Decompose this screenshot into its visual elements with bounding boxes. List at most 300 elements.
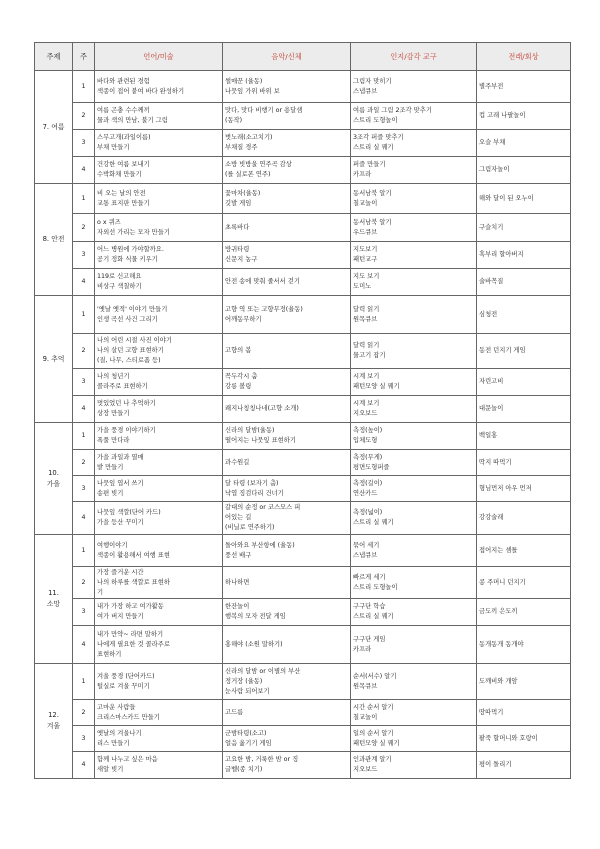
cell-line: 스트리 실 꿰기 [353, 613, 394, 620]
language-art-cell [95, 157, 223, 184]
cell-line: 평이 돌리기 [479, 761, 512, 768]
week-number: 2 [73, 700, 95, 726]
music-body-cell [223, 157, 351, 184]
cell-line: 갈대의 순정 or 코스모스 피 [225, 504, 301, 511]
traditional-cell [477, 476, 571, 502]
cell-line: 구슬치기 [479, 223, 504, 231]
cell-line: 부채 만들기 [97, 144, 130, 151]
cell-line: o x 퀴즈 [97, 218, 121, 226]
cognitive-tools-cell [351, 567, 477, 599]
cell-line: 가을 풍경 이야기하기 [97, 427, 156, 434]
music-body-cell [223, 700, 351, 726]
theme-label: 7. 여름 [42, 122, 65, 131]
cell-line: 구구단 게임 [353, 635, 386, 643]
music-body-cell [223, 214, 351, 242]
cell-line: 카프라 [353, 645, 372, 653]
cell-line: 지도 보기 [353, 273, 380, 280]
language-art-cell [95, 214, 223, 242]
music-body-cell [223, 242, 351, 269]
cell-line: 나에게 필요한 것 콜라주로 [97, 640, 170, 648]
traditional-cell [477, 242, 571, 269]
cell-line: 지오보드 [353, 766, 378, 773]
cell-line: 측정(무게) [353, 453, 383, 461]
language-art-cell [95, 130, 223, 157]
traditional-cell [477, 396, 571, 423]
cell-line: 별주부전 [479, 82, 504, 90]
cell-line: 스트리 실 꿰기 [353, 519, 394, 526]
cell-line: 과수원길 [225, 458, 250, 466]
cell-line: 방귀타령 [225, 246, 250, 253]
table-row [35, 599, 571, 626]
cell-line: 리스 만들기 [97, 739, 130, 747]
cell-line: 나의 하루를 색깔로 표현하 [97, 578, 170, 586]
theme-label: 가을 [46, 479, 61, 488]
cell-line: 신라의 달밤 or 이별의 부산 [225, 667, 301, 675]
cognitive-tools-cell [351, 726, 477, 752]
cell-line: 기 [97, 588, 104, 596]
cell-line: 가을 과일과 열매 [97, 453, 144, 461]
traditional-cell [477, 599, 571, 626]
theme-cell [35, 296, 73, 423]
cell-line: 칠교놀이 [353, 199, 378, 207]
cognitive-tools-cell [351, 157, 477, 184]
cell-line: 하나하면 [225, 578, 250, 586]
music-body-cell [223, 752, 351, 779]
cell-line: 측정(길이) [353, 479, 383, 487]
table-row [35, 476, 571, 502]
language-art-cell [95, 450, 223, 476]
traditional-cell [477, 130, 571, 157]
cell-line: 표현하기 [97, 650, 122, 658]
week-number: 2 [73, 103, 95, 130]
cell-line: 나의 청년기 [97, 373, 130, 380]
traditional-cell [477, 450, 571, 476]
cognitive-tools-cell [351, 269, 477, 296]
language-art-cell [95, 423, 223, 450]
theme-label: 10. [48, 468, 59, 477]
music-body-cell [223, 396, 351, 423]
music-body-cell [223, 726, 351, 752]
cell-line: 동전 던지기 게임 [479, 347, 526, 354]
table-row [35, 726, 571, 752]
cell-line: 맛다, 맛다 비행기 or 용달샘 [225, 107, 303, 114]
cell-line: 스무고개(과일이름) [97, 134, 151, 141]
week-number: 4 [73, 157, 95, 184]
cell-line: 고향 역 또는 고향무정(율동) [225, 305, 303, 313]
cell-line: 인과관계 알기 [353, 756, 392, 763]
language-art-cell [95, 664, 223, 700]
language-art-cell [95, 242, 223, 269]
language-art-cell [95, 626, 223, 664]
cognitive-tools-cell [351, 450, 477, 476]
cell-line: 송편 빚기 [97, 489, 124, 497]
music-body-cell [223, 103, 351, 130]
cell-line: 벗노래(소고치기) [225, 134, 273, 141]
traditional-cell [477, 423, 571, 450]
language-art-cell [95, 184, 223, 214]
cognitive-tools-cell [351, 334, 477, 369]
traditional-cell [477, 502, 571, 535]
theme-cell [35, 423, 73, 535]
traditional-cell [477, 214, 571, 242]
traditional-cell [477, 269, 571, 296]
week-number: 1 [73, 71, 95, 103]
cell-line: 동개동개 동개야 [479, 640, 524, 648]
cell-line: 백일홍 [479, 432, 498, 439]
cell-line: 구구단 학습 [353, 603, 386, 610]
language-art-cell [95, 269, 223, 296]
cell-line: 물과 색의 만남, 불기 그림 [97, 117, 168, 124]
week-number: 1 [73, 535, 95, 567]
language-art-cell [95, 567, 223, 599]
cell-line: 칠교놀이 [353, 713, 378, 721]
cell-line: 여행이야기 [97, 541, 128, 549]
cell-line: 지오보드 [353, 410, 378, 417]
music-body-cell [223, 423, 351, 450]
cell-line: 심청전 [479, 310, 498, 318]
cell-line: 여름 곤충 수수께끼 [97, 107, 150, 114]
cell-line: 정거장 (율동) [225, 677, 263, 685]
cell-line: 나뭇잎 색깔(단어 카드) [97, 509, 161, 516]
language-art-cell [95, 535, 223, 567]
traditional-cell [477, 726, 571, 752]
header-week: 주 [73, 43, 95, 71]
cell-line: 떨어지는 나뭇잎 표현하기 [225, 437, 296, 444]
music-body-cell [223, 567, 351, 599]
traditional-cell [477, 296, 571, 334]
week-number: 1 [73, 423, 95, 450]
cell-line: 우드큐브 [353, 228, 378, 236]
cell-line: '옛날 옛적' 이야기 만들기 [97, 305, 168, 313]
cognitive-tools-cell [351, 71, 477, 103]
traditional-cell [477, 664, 571, 700]
cell-line: 119로 신고해요 [97, 273, 142, 280]
cell-line: 스트리 도형놀이 [353, 117, 398, 124]
cell-line: 도미노 [353, 283, 372, 290]
table-row [35, 535, 571, 567]
traditional-cell [477, 334, 571, 369]
cell-line: 글벨(종 치기) [225, 766, 263, 773]
cell-line: 나의 어린 시절 사진 이야기 [97, 337, 172, 344]
cell-line: 색종이 활용해서 여행 표현 [97, 551, 170, 559]
table-row [35, 626, 571, 664]
table-body [35, 71, 571, 779]
week-number: 3 [73, 130, 95, 157]
cell-line: 콜라주로 표현하기 [97, 383, 148, 390]
cognitive-tools-cell [351, 502, 477, 535]
cell-line: 접어지는 셈틀 [479, 546, 518, 554]
traditional-cell [477, 369, 571, 396]
music-body-cell [223, 626, 351, 664]
cell-line: 교통 표지판 만들기 [97, 199, 150, 207]
table-row [35, 103, 571, 130]
cognitive-tools-cell [351, 184, 477, 214]
language-art-cell [95, 369, 223, 396]
cognitive-tools-cell [351, 700, 477, 726]
week-number: 4 [73, 752, 95, 779]
cell-line: 스냅큐브 [353, 87, 378, 95]
cell-line: 비상구 색칠하기 [97, 283, 142, 290]
cell-line: (비닐로 연주하기) [225, 524, 275, 531]
week-number: 4 [73, 396, 95, 423]
table-row [35, 71, 571, 103]
cell-line: 소방 빗방울 연주곡 감상 [225, 161, 292, 168]
cell-line: 군밤타령(소고) [225, 729, 267, 737]
cell-line: 지도보기 [353, 246, 378, 253]
cell-line: 나의 살던 고향 표현하기 [97, 347, 164, 354]
traditional-cell [477, 626, 571, 664]
cell-line: 내가 가장 하고 여가활동 [97, 603, 164, 610]
cell-line: 낙엽 징검다리 건너기 [225, 489, 284, 497]
cell-line: 패턴모양 실 꿰기 [353, 739, 400, 747]
week-number: 1 [73, 664, 95, 700]
language-art-cell [95, 476, 223, 502]
cell-line: 수박화채 만들기 [97, 171, 142, 178]
cell-line: 입체도형 [353, 437, 378, 444]
cognitive-tools-cell [351, 599, 477, 626]
cell-line: 카프라 [353, 171, 372, 178]
music-body-cell [223, 334, 351, 369]
cell-line: 땅따먹기 [479, 708, 504, 716]
header-music-body: 음악/신체 [223, 43, 351, 71]
traditional-cell [477, 700, 571, 726]
music-body-cell [223, 296, 351, 334]
cell-line: 혹부리 할아버지 [479, 251, 524, 258]
cell-line: 자외선 가리는 모자 만들기 [97, 228, 170, 236]
table-row [35, 242, 571, 269]
theme-cell [35, 664, 73, 779]
language-art-cell [95, 396, 223, 423]
cognitive-tools-cell [351, 664, 477, 700]
cell-line: 바다와 관련된 경험 [97, 77, 150, 85]
cell-line: 건강한 여름 보내기 [97, 161, 150, 168]
cell-line: 꽃마차(율동) [225, 189, 261, 197]
traditional-cell [477, 157, 571, 184]
cell-line: 달 타령 (보자기 춤) [225, 479, 279, 487]
cell-line: 여가 버지 만들기 [97, 613, 144, 620]
cell-line: 비 오는 날의 안전 [97, 189, 146, 197]
cell-line: 묶어 세기 [353, 541, 380, 549]
language-art-cell [95, 103, 223, 130]
cognitive-tools-cell [351, 130, 477, 157]
traditional-cell [477, 752, 571, 779]
language-art-cell [95, 502, 223, 535]
traditional-cell [477, 103, 571, 130]
table-row [35, 752, 571, 779]
cell-line: 고드름 [225, 708, 244, 716]
cell-line: 행복의 모자 전달 게임 [225, 613, 286, 620]
week-number: 1 [73, 296, 95, 334]
cell-line: 해와 달이 된 오누이 [479, 194, 534, 202]
cell-line: 어깨동무하기 [225, 315, 262, 323]
cell-line: 원목큐브 [353, 315, 378, 323]
cell-line: 가을 등산 꾸미기 [97, 519, 144, 526]
cell-line: 돌아와요 부산항에 (율동) [225, 541, 295, 549]
cell-line: (동작) [225, 117, 243, 124]
week-number: 4 [73, 626, 95, 664]
cell-line: 딱지 따먹기 [479, 458, 512, 466]
cell-line: 자린고비 [479, 378, 504, 385]
cell-line: 측정(넓이) [353, 509, 383, 516]
music-body-cell [223, 369, 351, 396]
cell-line: 도깨비와 개암 [479, 677, 518, 685]
traditional-cell [477, 71, 571, 103]
cell-line: 동서남북 알기 [353, 218, 392, 226]
week-number: 2 [73, 450, 95, 476]
cell-line: 연산카드 [353, 489, 378, 497]
cognitive-tools-cell [351, 752, 477, 779]
cell-line: 그림자놀이 [479, 166, 510, 173]
cell-line: 패턴교구 [353, 256, 378, 263]
music-body-cell [223, 664, 351, 700]
week-number: 3 [73, 242, 95, 269]
curriculum-table [34, 42, 571, 779]
cell-line: 인생 곡선 사건 그리기 [97, 315, 158, 323]
cell-line: 시계 보기 [353, 400, 380, 407]
theme-label: 11. [48, 589, 59, 597]
cell-line: 오슬 부채 [479, 139, 506, 146]
cell-line: 풍선 배구 [225, 551, 252, 559]
cell-line: 멋있었던 나 추억하기 [97, 400, 156, 407]
cell-line: 고마운 사람들 [97, 703, 136, 711]
table-row [35, 214, 571, 242]
cell-line: 함께 나누고 싶은 마음 [97, 756, 158, 763]
header-cognitive-tools: 인지/감각 교구 [351, 43, 477, 71]
cell-line: 달력 읽기 [353, 342, 380, 349]
language-art-cell [95, 726, 223, 752]
cell-line: 스냅큐브 [353, 551, 378, 559]
cell-line: 측정(높이) [353, 427, 383, 434]
theme-label: 겨울 [46, 722, 61, 730]
traditional-cell [477, 535, 571, 567]
cell-line: 평면도형퍼즐 [353, 463, 390, 471]
table-row [35, 700, 571, 726]
cell-line: 동서남북 알기 [353, 189, 392, 197]
table-row [35, 269, 571, 296]
week-number: 2 [73, 567, 95, 599]
week-number: 1 [73, 184, 95, 214]
cell-line: 여름 과일 그림 2조각 맞추기 [353, 107, 432, 114]
cell-line: 물고기 잡기 [353, 352, 386, 359]
cell-line: 그림자 맞히기 [353, 77, 392, 85]
cell-line: 달력 읽기 [353, 305, 380, 313]
cell-line: 썰매꾼 (율동) [225, 77, 263, 85]
theme-label: 12. [48, 711, 59, 719]
cell-line: 폭풀 만다라 [97, 437, 130, 444]
cell-line: 안전 송에 맞춰 줄서서 걷기 [225, 278, 300, 285]
theme-cell [35, 535, 73, 664]
cell-line: 패턴모양 실 꿰기 [353, 383, 400, 390]
table-row [35, 334, 571, 369]
table-row [35, 450, 571, 476]
table-row [35, 396, 571, 423]
language-art-cell [95, 599, 223, 626]
cell-line: 일의 순서 알기 [353, 729, 394, 737]
cognitive-tools-cell [351, 214, 477, 242]
cell-line: 색종이 접어 붙여 바다 완성하기 [97, 87, 185, 95]
table-row [35, 502, 571, 535]
music-body-cell [223, 184, 351, 214]
cell-line: 신라의 달밤(율동) [225, 427, 275, 434]
cell-line: 새알 빚기 [97, 766, 124, 773]
cell-line: 형님먼저 아우 먼저 [479, 484, 532, 492]
week-number: 4 [73, 502, 95, 535]
table-row [35, 296, 571, 334]
cell-line: 한잔놀이 [225, 603, 250, 610]
week-number: 2 [73, 214, 95, 242]
cell-line: 스트리 실 꿰기 [353, 144, 394, 151]
cell-line: 순서(서수) 알기 [353, 672, 397, 680]
cell-line: 겨울 풍경 (단어카드) [97, 672, 155, 680]
header-theme: 주제 [35, 43, 73, 71]
cognitive-tools-cell [351, 103, 477, 130]
cell-line: 강릉 볼링 [225, 383, 252, 390]
week-number: 3 [73, 726, 95, 752]
cognitive-tools-cell [351, 296, 477, 334]
cell-line: 눈사람 되어보기 [225, 687, 270, 695]
cell-line: 깃발 게임 [225, 199, 252, 207]
cognitive-tools-cell [351, 369, 477, 396]
table-row [35, 184, 571, 214]
music-body-cell [223, 599, 351, 626]
cell-line: 내가 만약~ 라면 말하기 [97, 630, 164, 638]
week-number: 2 [73, 334, 95, 369]
cell-line: 가장 즐거운 시간 [97, 568, 144, 576]
cell-line: 부채질 경주 [225, 144, 258, 151]
music-body-cell [223, 476, 351, 502]
language-art-cell [95, 700, 223, 726]
cell-line: 술바꼭질 [479, 278, 504, 285]
cell-line: 강강술래 [479, 514, 504, 521]
theme-label: 9. 추억 [42, 354, 65, 363]
cell-line: 홍해야 (소원 말하기) [225, 640, 283, 648]
cognitive-tools-cell [351, 535, 477, 567]
music-body-cell [223, 269, 351, 296]
cell-line: 콩 주머니 던지기 [479, 578, 526, 586]
cell-line: 공기 정화 식물 키우기 [97, 256, 158, 263]
header-row [35, 43, 571, 71]
cell-line: 신문지 농구 [225, 256, 258, 263]
cell-line: 퍼즐 만들기 [353, 161, 386, 168]
music-body-cell [223, 535, 351, 567]
table-row [35, 369, 571, 396]
language-art-cell [95, 752, 223, 779]
cell-line: 원목큐브 [353, 682, 378, 690]
cell-line: 어있는 길 [225, 514, 252, 521]
cell-line: 얼음 옮기기 게임 [225, 739, 272, 747]
cell-line: 어느 병원에 가야할까요. [97, 246, 164, 253]
table-row [35, 567, 571, 599]
cell-line: 쾌지나칭칭나네(고향 소개) [225, 405, 299, 412]
week-number: 3 [73, 369, 95, 396]
music-body-cell [223, 130, 351, 157]
cell-line: 고향의 봄 [225, 347, 252, 354]
cognitive-tools-cell [351, 476, 477, 502]
table-row [35, 664, 571, 700]
theme-cell [35, 71, 73, 184]
cell-line: 털실로 겨울 꾸미기 [97, 682, 150, 690]
week-number: 3 [73, 599, 95, 626]
week-number: 4 [73, 269, 95, 296]
theme-label: 8. 안전 [42, 235, 65, 243]
table-row [35, 423, 571, 450]
cell-line: 고요한 밤, 거룩한 밤 or 징 [225, 756, 299, 763]
cell-line: 시계 보기 [353, 373, 380, 380]
theme-label: 소망 [46, 600, 61, 608]
cognitive-tools-cell [351, 626, 477, 664]
table-row [35, 130, 571, 157]
cell-line: 3조각 퍼즐 맞추기 [353, 134, 404, 141]
